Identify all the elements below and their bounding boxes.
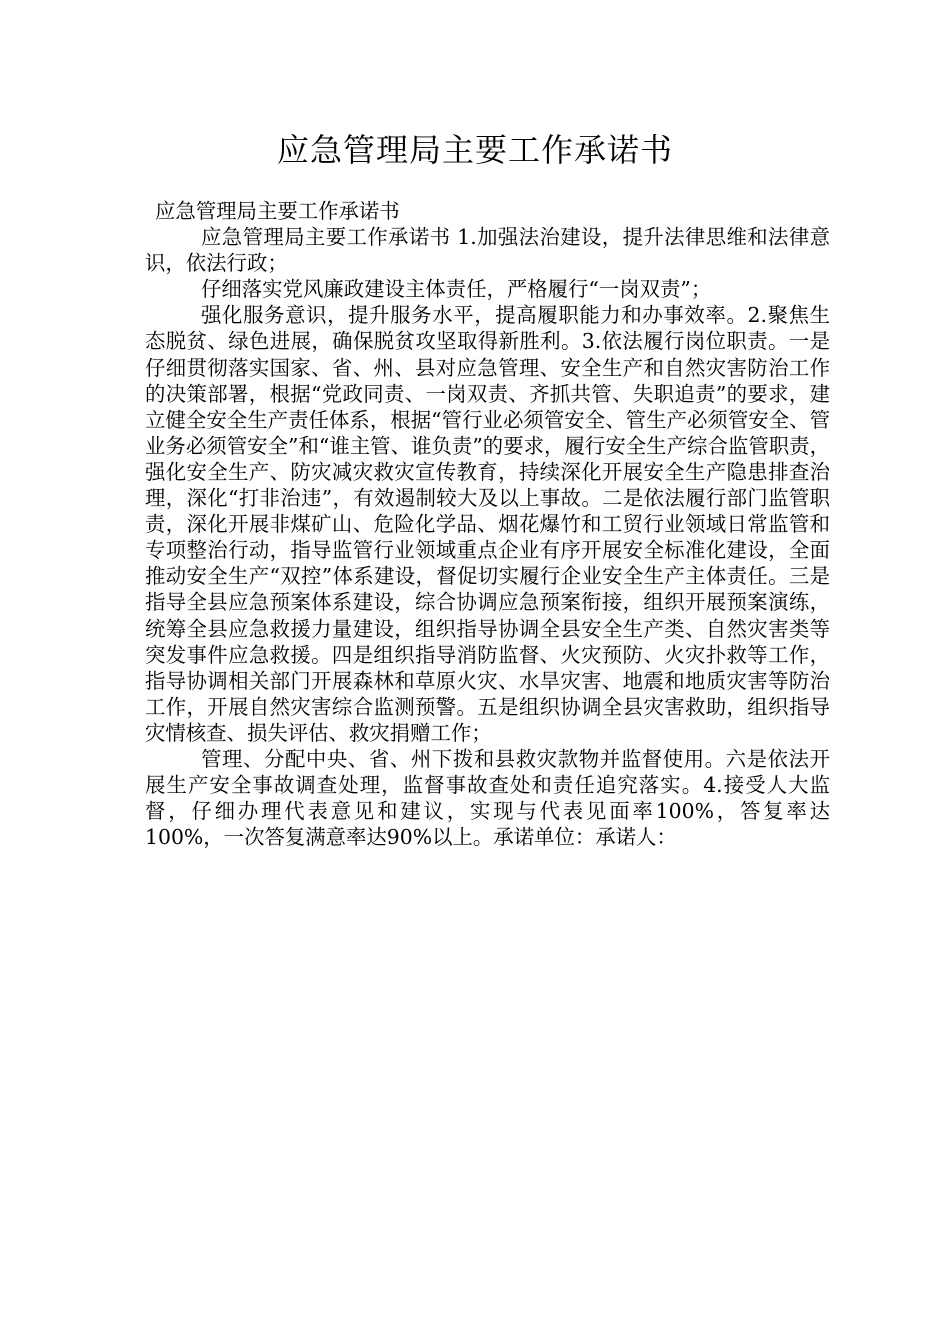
paragraph: 管理、分配中央、省、州下拨和县救灾款物并监督使用。六是依法开展生产安全事故调查处理，监督事故查处和责任追究落实。4.接受人大监督，仔细办理代表意见和建议，实现与代表见面率100%，答复率达100%，一次答复满意率达90%以上。承诺单位：承诺人： bbox=[145, 746, 830, 850]
paragraph: 仔细落实党风廉政建设主体责任，严格履行“一岗双责”； bbox=[201, 277, 712, 302]
document-title: 应急管理局主要工作承诺书 bbox=[276, 131, 673, 169]
document-body bbox=[145, 198, 830, 850]
paragraph: 应急管理局主要工作承诺书 1.加强法治建设，提升法律思维和法律意识，依法行政； bbox=[145, 225, 830, 276]
document-subtitle: 应急管理局主要工作承诺书 bbox=[155, 199, 400, 223]
paragraph: 强化服务意识，提升服务水平，提高履职能力和办事效率。2.聚焦生态脱贫、绿色进展，确保脱贫攻坚取得新胜利。3.依法履行岗位职责。一是仔细贯彻落实国家、省、州、县对应急管理、安全生产和自然灾害防治工作的决策部署，根据“党政同责、一岗双责、齐抓共管、失职追责”的要求，建立健全安全生产责任体系，根据“管行业必须管安全、管生产必须管安全、管业务必须管安全”和“谁主管、谁负责”的要求，履行安全生产综合监管职责，强化安全生产、防灾减灾救灾宣传教育，持续深化开展安全生产隐患排查治理，深化“打非治违”，有效遏制较大及以上事故。二是依法履行部门监管职责，深化开展非煤矿山、危险化学品、烟花爆竹和工贸行业领域日常监管和专项整治行动，指导监管行业领域重点企业有序开展安全标准化建设，全面推动安全生产“双控”体系建设，督促切实履行企业安全生产主体责任。三是指导全县应急预案体系建设，综合协调应急预案衔接，组织开展预案演练，统筹全县应急救援力量建设，组织指导协调全县安全生产类、自然灾害类等突发事件应急救援。四是组织指导消防监督、火灾预防、火灾扑救等工作，指导协调相关部门开展森林和草原火灾、水旱灾害、地震和地质灾害等防治工作，开展自然灾害综合监测预警。五是组织协调全县灾害救助，组织指导灾情核查、损失评估、救灾捐赠工作； bbox=[145, 303, 830, 745]
